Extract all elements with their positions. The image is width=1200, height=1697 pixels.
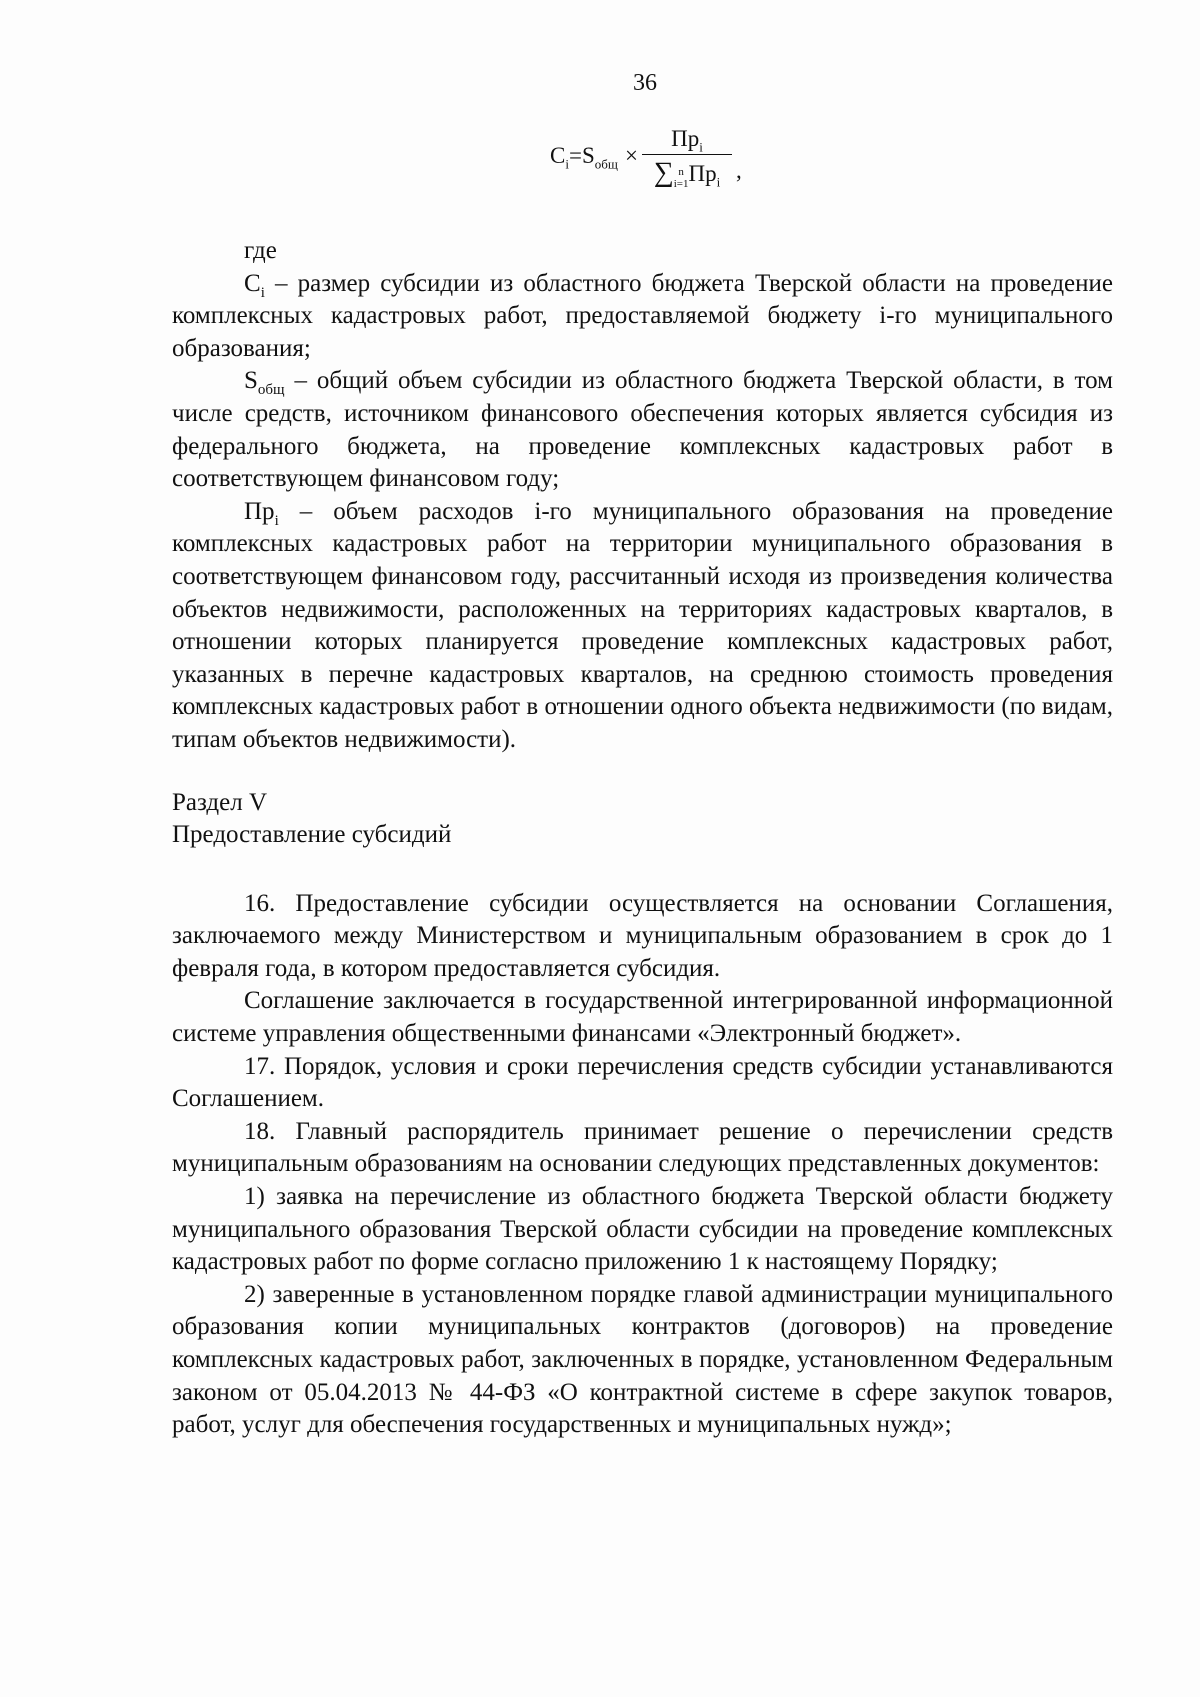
paragraph-17: 17. Порядок, условия и сроки перечисления средств субсидии устанавливаются Соглашением. (172, 1052, 1113, 1113)
section-number: Раздел V (172, 788, 268, 816)
section-title: Предоставление субсидий (172, 821, 452, 849)
formula-times: × (625, 143, 638, 168)
list-item-1: 1) заявка на перечисление из областного бюджета Тверской области бюджету муниципального образования Тверской области субсидии на проведение комплексных кадастровых работ по форме согласно приложению 1 к настоящему Порядку; (172, 1183, 1113, 1276)
definition-pr: $Пр_i$ – объем расходов i-го муниципального образования на проведение комплексных кадастровых работ на территории муниципального образования в соответствующем финансовом году, рассчитанный исходя из произведения количества объектов недвижимости, расположенных на территориях кадастровых кварталов, в отношении которых планируется проведение комплексных кадастровых работ, указанных в перечне кадастровых кварталов, на среднюю стоимость проведения комплексных кадастровых работ в отношении одного объекта недвижимости (по видам, типам объектов недвижимости). (172, 497, 1113, 753)
paragraph-18: 18. Главный распорядитель принимает решение о перечислении средств муниципальным образованиям на основании следующих представленных документов: (172, 1117, 1113, 1178)
formula-denominator: ∑ n i=1 $Пр_i$ (653, 157, 721, 190)
paragraph-agreement: Соглашение заключается в государственной интегрированной информационной системе управления общественными финансами «Электронный бюджет». (172, 987, 1113, 1048)
sum-symbol: ∑ (653, 157, 674, 188)
document-body (172, 235, 1113, 1442)
list-item-2: 2) заверенные в установленном порядке главой администрации муниципального образования копии муниципальных контрактов (договоров) на проведение комплексных кадастровых работ, заключенных в порядке, установленном Федеральным законом от 05.04.2013 № 44-ФЗ «О контрактной системе в сфере закупок товаров, работ, услуг для обеспечения государственных и муниципальных нужд»; (172, 1280, 1113, 1439)
page-number: 36 (633, 70, 657, 96)
formula-comma: , (736, 158, 742, 183)
sum-limits: n i=1 (673, 166, 689, 190)
paragraph-16: 16. Предоставление субсидии осуществляется на основании Соглашения, заключаемого между Министерством и муниципальным образованием в срок до 1 февраля года, в котором предоставляется субсидия. (172, 889, 1113, 982)
definition-ci: $C_i$ – размер субсидии из областного бюджета Тверской области на проведение комплексных кадастровых работ, предоставляемой бюджету i-го муниципального образования; (172, 269, 1113, 362)
where-label: где (244, 237, 277, 264)
formula-fraction (642, 126, 732, 191)
formula-numerator: $Пр_i$ (642, 126, 732, 155)
definition-s-total: $S_{общ}$ – общий объем субсидии из областного бюджета Тверской области, в том числе средств, источником финансового обеспечения которых является субсидия из федерального бюджета, на проведение комплексных кадастровых работ в соответствующем финансовом году; (172, 367, 1113, 493)
formula-lhs: $C_i=S_{общ}$ (550, 143, 618, 172)
